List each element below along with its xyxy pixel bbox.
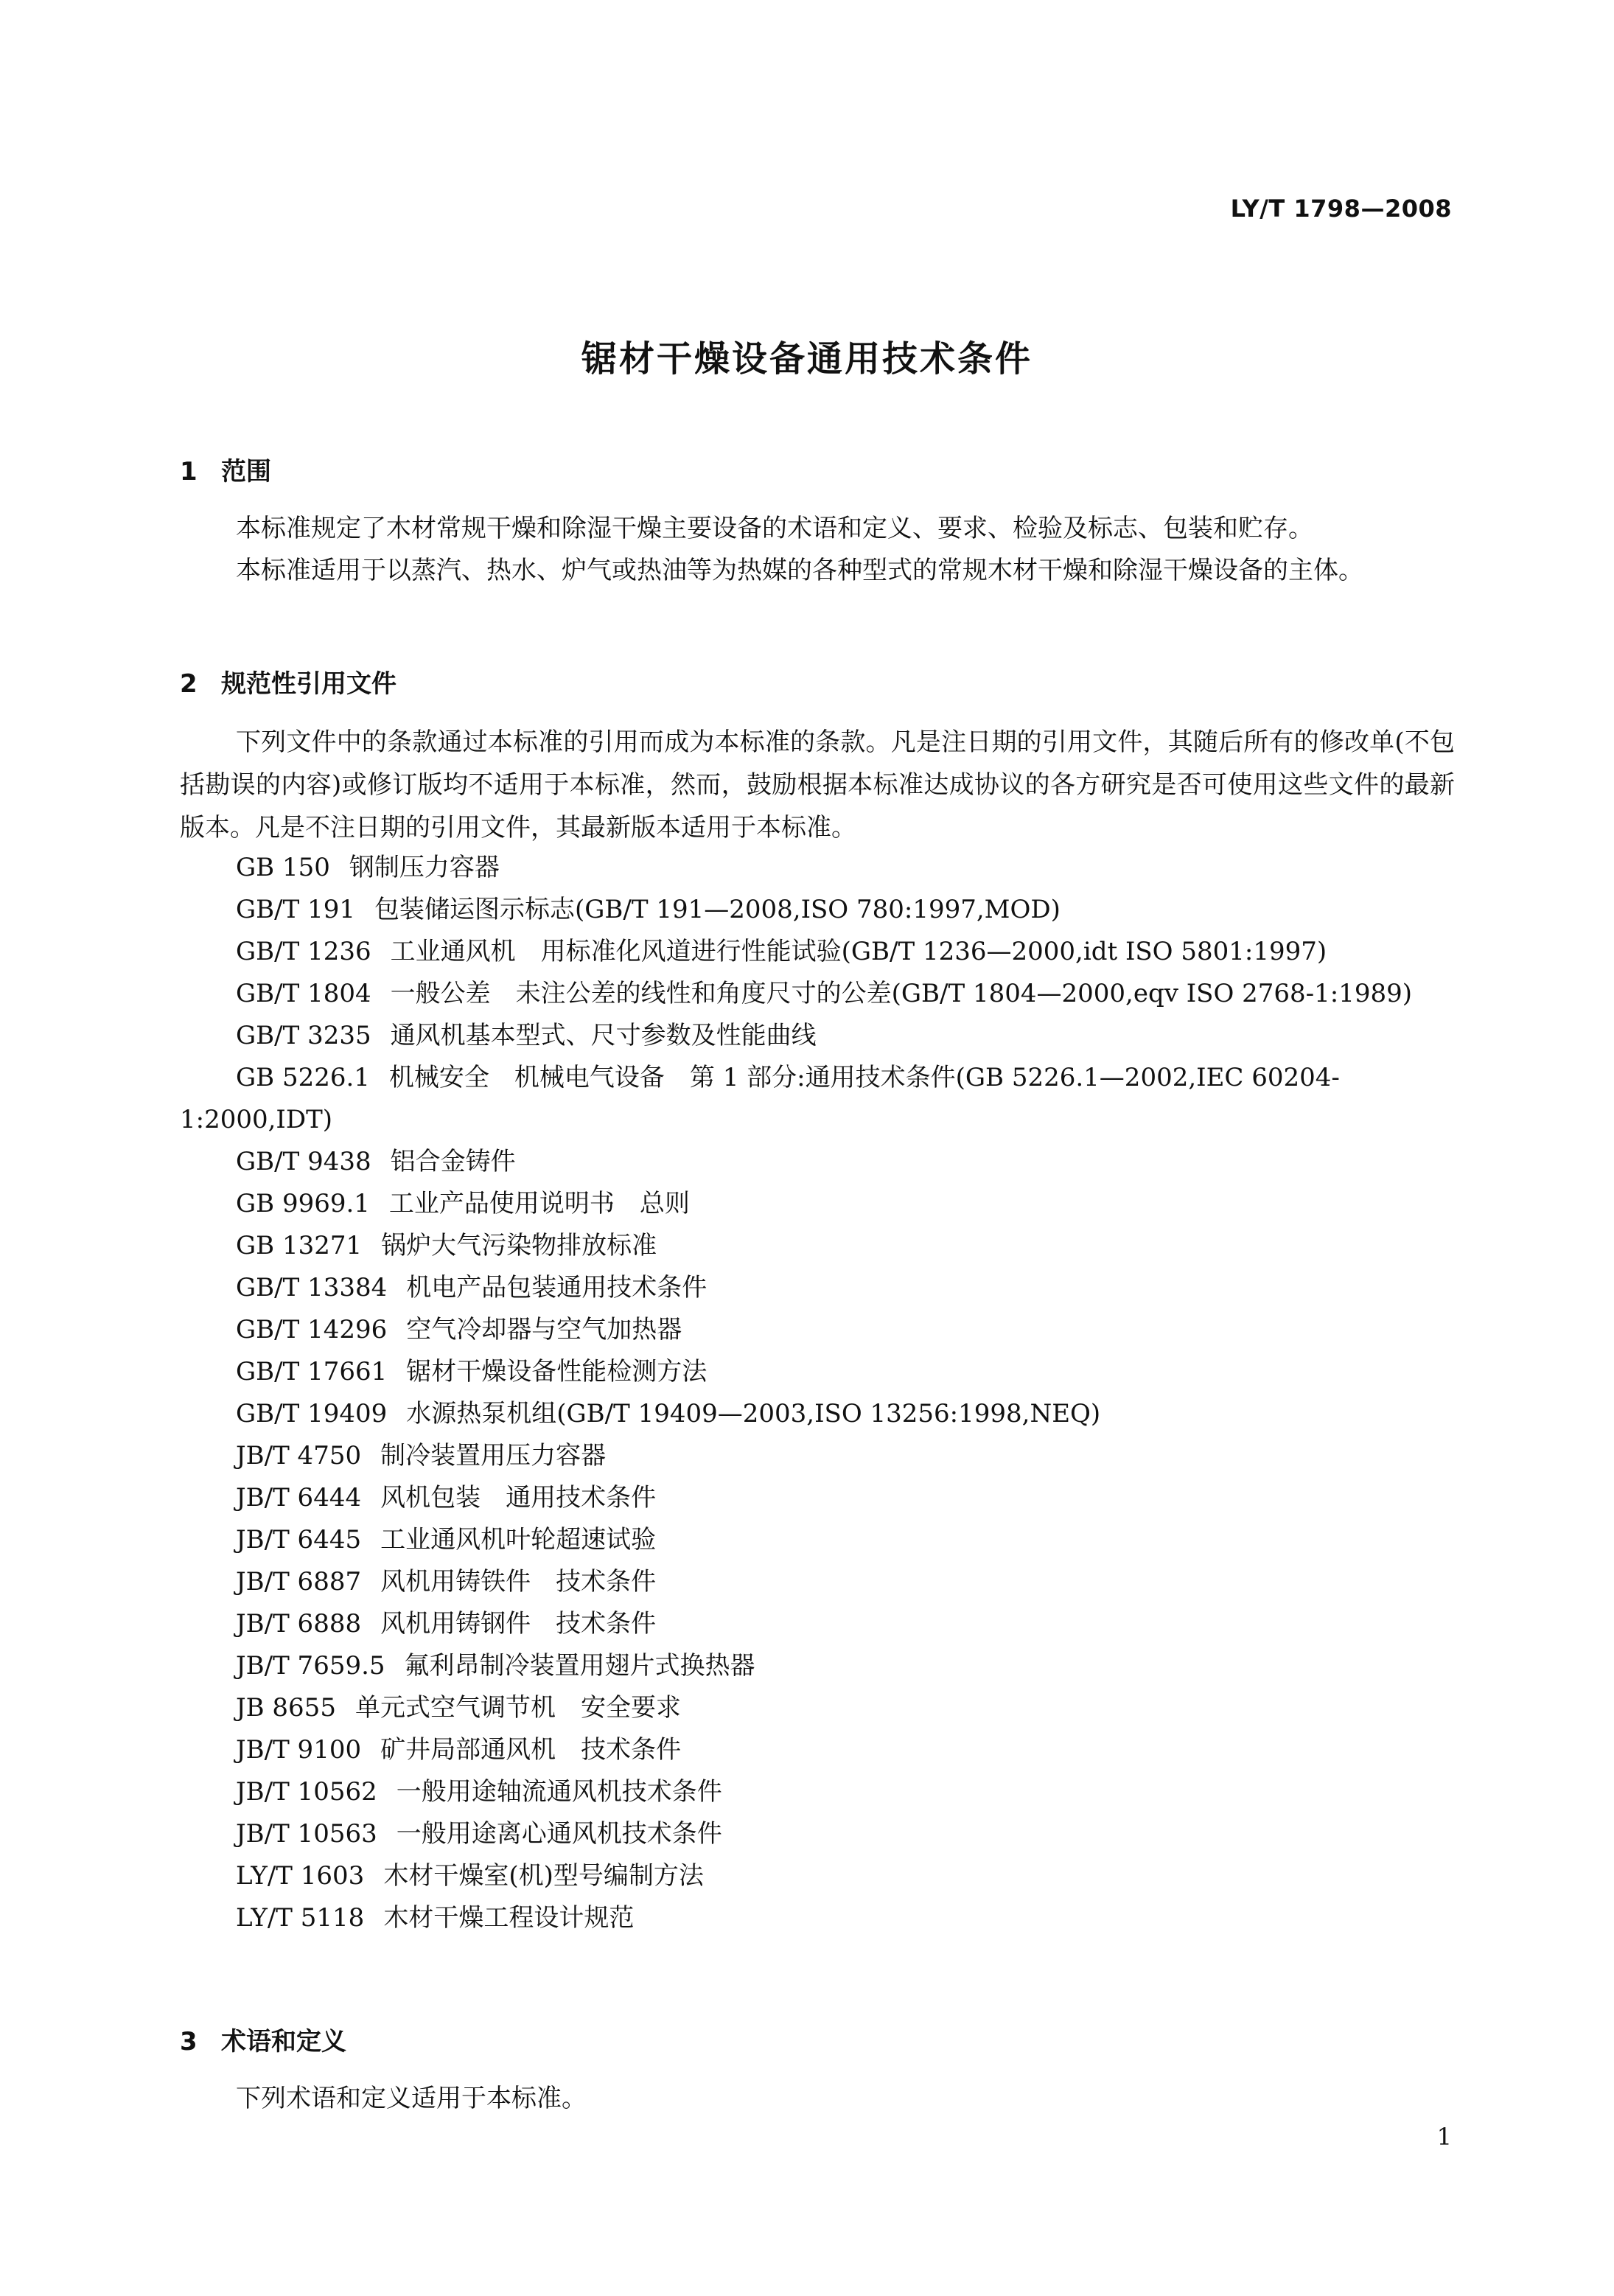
reference-item <box>180 1309 1455 1351</box>
reference-item <box>180 1897 1455 1939</box>
standard-number: LY/T 1798—2008 <box>1230 195 1452 223</box>
reference-title: 机械安全 机械电气设备 第 1 部分:通用技术条件(GB 5226.1—2002,IEC 60204-1:2000,IDT) <box>180 1063 1340 1134</box>
reference-code: JB/T 7659.5 <box>236 1651 385 1681</box>
section-2-paragraph-1: 下列文件中的条款通过本标准的引用而成为本标准的条款。凡是注日期的引用文件，其随后所有的修改单(不包括勘误的内容)或修订版均不适用于本标准，然而，鼓励根据本标准达成协议的各方研究是否可使用这些文件的最新版本。凡是不注日期的引用文件，其最新版本适用于本标准。 <box>180 727 1455 842</box>
normative-references-list <box>180 847 1455 1939</box>
section-1-paragraph-1: 本标准规定了木材常规干燥和除湿干燥主要设备的术语和定义、要求、检验及标志、包装和贮存。 <box>236 514 1313 543</box>
reference-title: 机电产品包装通用技术条件 <box>406 1273 708 1302</box>
reference-item <box>180 1519 1455 1561</box>
reference-item <box>180 1855 1455 1897</box>
reference-item <box>180 1687 1455 1729</box>
reference-item <box>180 889 1455 931</box>
reference-code: GB/T 3235 <box>236 1021 371 1050</box>
reference-code: GB/T 14296 <box>236 1315 388 1344</box>
reference-item <box>180 973 1455 1015</box>
reference-code: GB/T 1804 <box>236 979 371 1008</box>
section-title: 范围 <box>221 457 271 486</box>
reference-title: 风机用铸铁件 技术条件 <box>380 1567 657 1597</box>
reference-code: GB 150 <box>236 853 330 882</box>
page-number: 1 <box>1436 2123 1452 2151</box>
reference-code: GB/T 1236 <box>236 937 371 966</box>
section-1-paragraph-2: 本标准适用于以蒸汽、热水、炉气或热油等为热媒的各种型式的常规木材干燥和除湿干燥设备的主体。 <box>236 556 1363 585</box>
reference-title: 锅炉大气污染物排放标准 <box>381 1231 657 1260</box>
reference-item <box>180 1645 1455 1687</box>
reference-item <box>180 1057 1455 1141</box>
reference-title: 木材干燥工程设计规范 <box>383 1903 635 1933</box>
reference-code: JB/T 6887 <box>236 1567 362 1597</box>
section-2-heading <box>180 663 396 699</box>
reference-title: 铝合金铸件 <box>390 1147 516 1176</box>
reference-item <box>180 1225 1455 1267</box>
reference-code: JB/T 10563 <box>236 1819 377 1849</box>
section-3-paragraph-1: 下列术语和定义适用于本标准。 <box>236 2084 587 2113</box>
reference-code: JB 8655 <box>236 1693 336 1723</box>
reference-item <box>180 1477 1455 1519</box>
reference-item <box>180 1729 1455 1771</box>
reference-title: 锯材干燥设备性能检测方法 <box>406 1357 708 1386</box>
reference-code: GB/T 19409 <box>236 1399 388 1428</box>
section-title: 规范性引用文件 <box>221 669 396 699</box>
section-number: 2 <box>180 669 198 699</box>
reference-title: 包装储运图示标志(GB/T 191—2008,ISO 780:1997,MOD) <box>374 895 1061 924</box>
reference-code: GB 13271 <box>236 1231 363 1260</box>
reference-code: GB/T 17661 <box>236 1357 388 1386</box>
reference-title: 工业通风机 用标准化风道进行性能试验(GB/T 1236—2000,idt ISO 5801:1997) <box>390 937 1327 966</box>
reference-item <box>180 1435 1455 1477</box>
reference-item <box>180 1015 1455 1057</box>
reference-title: 木材干燥室(机)型号编制方法 <box>383 1861 704 1891</box>
reference-title: 空气冷却器与空气加热器 <box>406 1315 682 1344</box>
reference-item <box>180 1813 1455 1855</box>
section-number: 1 <box>180 457 198 486</box>
reference-code: JB/T 9100 <box>236 1735 362 1765</box>
reference-item <box>180 1267 1455 1309</box>
reference-title: 工业产品使用说明书 总则 <box>388 1189 690 1218</box>
reference-item <box>180 1393 1455 1435</box>
reference-title: 一般用途轴流通风机技术条件 <box>396 1777 722 1807</box>
reference-item <box>180 847 1455 889</box>
reference-code: LY/T 1603 <box>236 1861 365 1891</box>
reference-item <box>180 1183 1455 1225</box>
reference-code: GB/T 13384 <box>236 1273 388 1302</box>
reference-title: 通风机基本型式、尺寸参数及性能曲线 <box>390 1021 817 1050</box>
reference-code: JB/T 6888 <box>236 1609 362 1639</box>
reference-title: 矿井局部通风机 技术条件 <box>380 1735 682 1765</box>
reference-title: 钢制压力容器 <box>349 853 500 882</box>
reference-title: 一般用途离心通风机技术条件 <box>396 1819 722 1849</box>
reference-item <box>180 931 1455 973</box>
reference-code: JB/T 10562 <box>236 1777 377 1807</box>
reference-code: JB/T 6445 <box>236 1525 362 1554</box>
reference-item <box>180 1561 1455 1603</box>
reference-item <box>180 1603 1455 1645</box>
section-number: 3 <box>180 2027 198 2056</box>
reference-title: 单元式空气调节机 安全要求 <box>354 1693 681 1723</box>
reference-title: 氟利昂制冷装置用翅片式换热器 <box>404 1651 755 1681</box>
reference-code: GB/T 9438 <box>236 1147 371 1176</box>
reference-title: 风机用铸钢件 技术条件 <box>380 1609 657 1639</box>
reference-title: 工业通风机叶轮超速试验 <box>380 1525 657 1554</box>
reference-code: GB 9969.1 <box>236 1189 370 1218</box>
reference-title: 水源热泵机组(GB/T 19409—2003,ISO 13256:1998,NEQ) <box>406 1399 1101 1428</box>
section-title: 术语和定义 <box>221 2027 346 2056</box>
reference-title: 风机包装 通用技术条件 <box>380 1483 657 1512</box>
reference-code: GB 5226.1 <box>236 1063 370 1092</box>
reference-code: GB/T 191 <box>236 895 355 924</box>
reference-item <box>180 1141 1455 1183</box>
section-3-heading <box>180 2021 346 2057</box>
reference-item <box>180 1771 1455 1813</box>
reference-code: LY/T 5118 <box>236 1903 365 1933</box>
reference-code: JB/T 4750 <box>236 1441 362 1470</box>
section-1-heading <box>180 451 271 487</box>
reference-code: JB/T 6444 <box>236 1483 362 1512</box>
reference-title: 制冷装置用压力容器 <box>380 1441 607 1470</box>
reference-title: 一般公差 未注公差的线性和角度尺寸的公差(GB/T 1804—2000,eqv ISO 2768-1:1989) <box>390 979 1413 1008</box>
reference-item <box>180 1351 1455 1393</box>
document-title: 锯材干燥设备通用技术条件 <box>581 338 1033 380</box>
